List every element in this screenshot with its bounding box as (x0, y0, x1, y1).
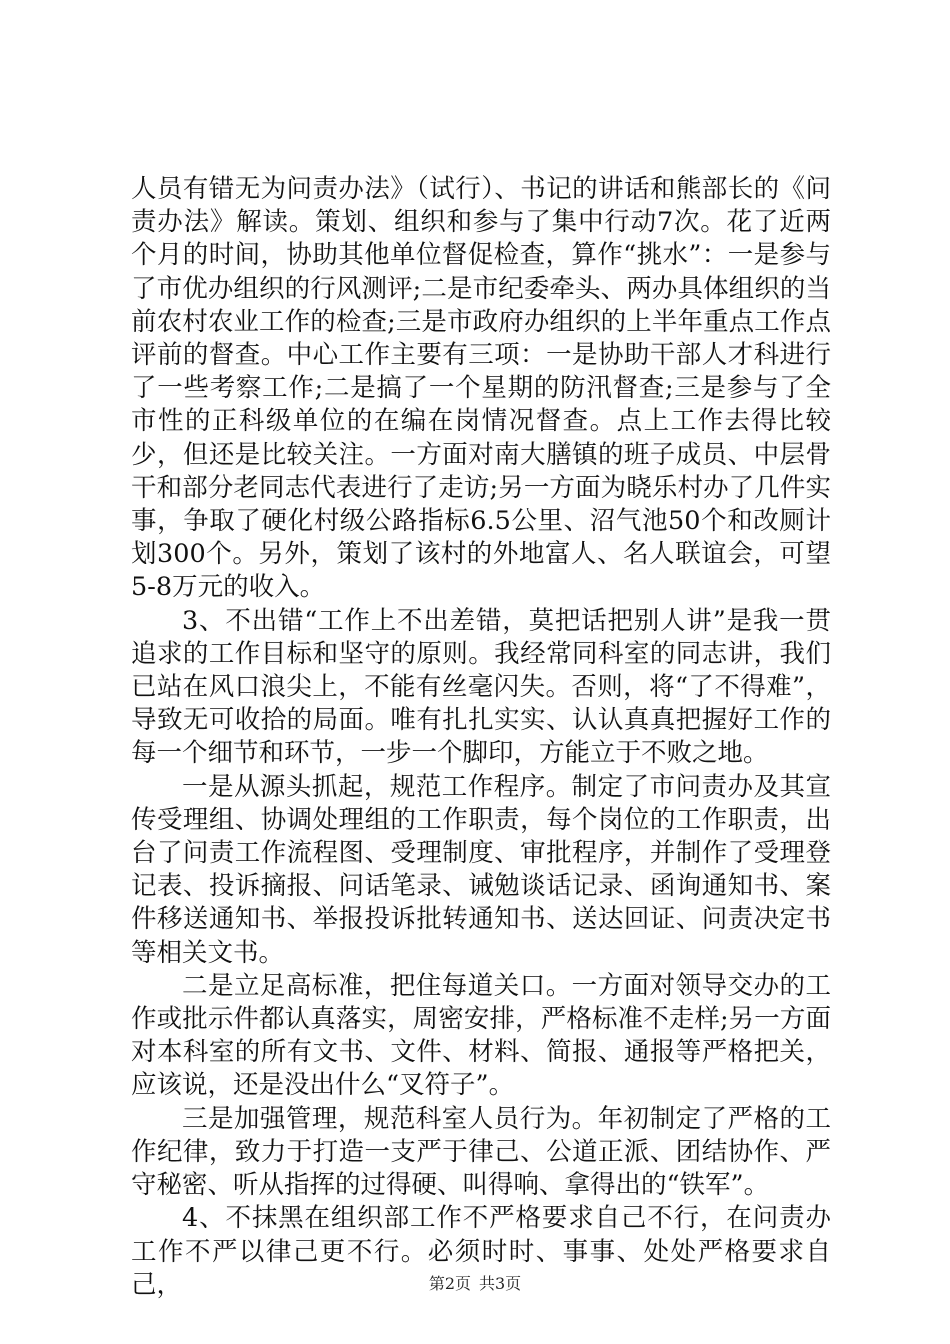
paragraph-6: 4、不抹黑在组织部工作不严格要求自己不行，在问责办工作不严以律己更不行。必须时时、事事、处处严格要求自己， (131, 1203, 831, 1300)
paragraph-1: 人员有错无为问责办法》（试行）、书记的讲话和熊部长的《问责办法》解读。策划、组织和参与了集中行动7次。花了近两个月的时间，协助其他单位督促检查，算作“挑水”：一是参与了市优办组织的行风测评;二是市纪委牵头、两办具体组织的当前农村农业工作的检查;三是市政府办组织的上半年重点工作点评前的督查。中心工作主要有三项：一是协助干部人才科进行了一些考察工作;二是搞了一个星期的防汛督查;三是参与了全市性的正科级单位的在编在岗情况督查。点上工作去得比较少，但还是比较关注。一方面对南大膳镇的班子成员、中层骨干和部分老同志代表进行了走访;另一方面为晓乐村办了几件实事，争取了硬化村级公路指标6.5公里、沼气池50个和改厕计划300个。另外，策划了该村的外地富人、名人联谊会，可望5-8万元的收入。 (131, 174, 831, 603)
paragraph-5: 三是加强管理，规范科室人员行为。年初制定了严格的工作纪律，致力于打造一支严于律己、公道正派、团结协作、严守秘密、听从指挥的过得硬、叫得响、拿得出的“铁军”。 (131, 1103, 831, 1201)
paragraph-2: 3、不出错“工作上不出差错，莫把话把别人讲”是我一贯追求的工作目标和坚守的原则。我经常同科室的同志讲，我们已站在风口浪尖上，不能有丝毫闪失。否则，将“了不得难”，导致无可收拾的局面。唯有扎扎实实、认认真真把握好工作的每一个细节和环节，一步一个脚印，方能立于不败之地。 (131, 605, 831, 769)
paragraph-4: 二是立足高标准，把住每道关口。一方面对领导交办的工作或批示件都认真落实，周密安排，严格标准不走样;另一方面对本科室的所有文书、文件、材料、简报、通报等严格把关，应该说，还是没出什么“叉符子”。 (131, 970, 831, 1101)
page-footer (0, 1274, 950, 1294)
page-number: 第2页 (428, 1274, 471, 1293)
document-body (131, 173, 831, 1302)
page-total: 共3页 (479, 1274, 522, 1293)
paragraph-3: 一是从源头抓起，规范工作程序。制定了市问责办及其宣传受理组、协调处理组的工作职责，每个岗位的工作职责，出台了问责工作流程图、受理制度、审批程序，并制作了受理登记表、投诉摘报、问话笔录、诫勉谈话记录、函询通知书、案件移送通知书、举报投诉批转通知书、送达回证、问责决定书等相关文书。 (131, 771, 831, 968)
